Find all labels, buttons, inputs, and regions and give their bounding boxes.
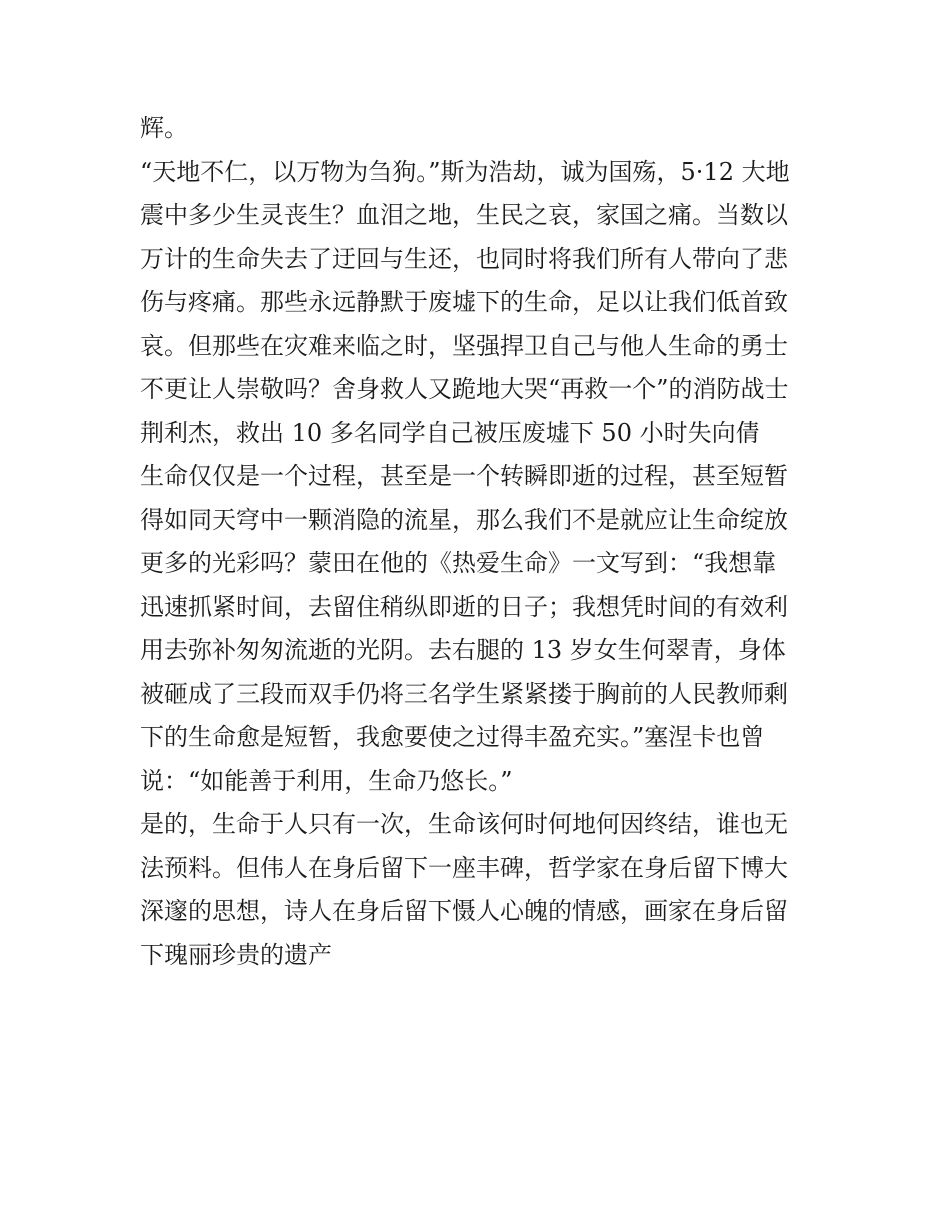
text-line: 震中多少生灵丧生？血泪之地，生民之哀，家国之痛。当数以 <box>140 201 788 229</box>
text-line: 生命仅仅是一个过程，甚至是一个转瞬即逝的过程，甚至短暂 <box>140 462 788 490</box>
text-line: 更多的光彩吗？蒙田在他的《热爱生命》一文写到：“我想靠 <box>140 549 777 577</box>
text-line: 伤与疼痛。那些永远静默于废墟下的生命，足以让我们低首致 <box>140 288 788 316</box>
text-line: 迅速抓紧时间，去留住稍纵即逝的日子；我想凭时间的有效利 <box>140 592 788 621</box>
text-line: 说：“如能善于利用，生命乃悠长。” <box>140 766 513 795</box>
text-line: 下的生命愈是短暂，我愈要使之过得丰盈充实。”塞涅卡也曾 <box>140 723 765 751</box>
text-line: 辉。 <box>140 114 188 142</box>
text-line: 得如同天穹中一颗消隐的流星，那么我们不是就应让生命绽放 <box>140 505 788 534</box>
text-line: 万计的生命失去了迂回与生还，也同时将我们所有人带向了悲 <box>140 244 788 273</box>
text-line: 被砸成了三段而双手仍将三名学生紧紧搂于胸前的人民教师剩 <box>140 679 788 708</box>
text-line: 是的，生命于人只有一次，生命该何时何地何因终结，谁也无 <box>140 810 788 838</box>
text-line: “天地不仁，以万物为刍狗。”斯为浩劫，诚为国殇，5·12 大地 <box>140 157 790 186</box>
text-line: 荆利杰，救出 10 多名同学自己被压废墟下 50 小时失向倩 <box>140 418 760 447</box>
text-line: 下瑰丽珍贵的遗产 <box>140 940 332 969</box>
text-line: 用去弥补匆匆流逝的光阴。去右腿的 13 岁女生何翠青，身体 <box>140 636 786 664</box>
text-line: 哀。但那些在灾难来临之时，坚强捍卫自己与他人生命的勇士 <box>140 331 788 360</box>
text-line: 不更让人崇敬吗？舍身救人又跪地大哭“再救一个”的消防战士 <box>140 375 789 403</box>
body-text <box>140 107 820 977</box>
text-line: 深邃的思想，诗人在身后留下慑人心魄的情感，画家在身后留 <box>140 897 788 925</box>
text-line: 法预料。但伟人在身后留下一座丰碑，哲学家在身后留下博大 <box>140 853 788 882</box>
